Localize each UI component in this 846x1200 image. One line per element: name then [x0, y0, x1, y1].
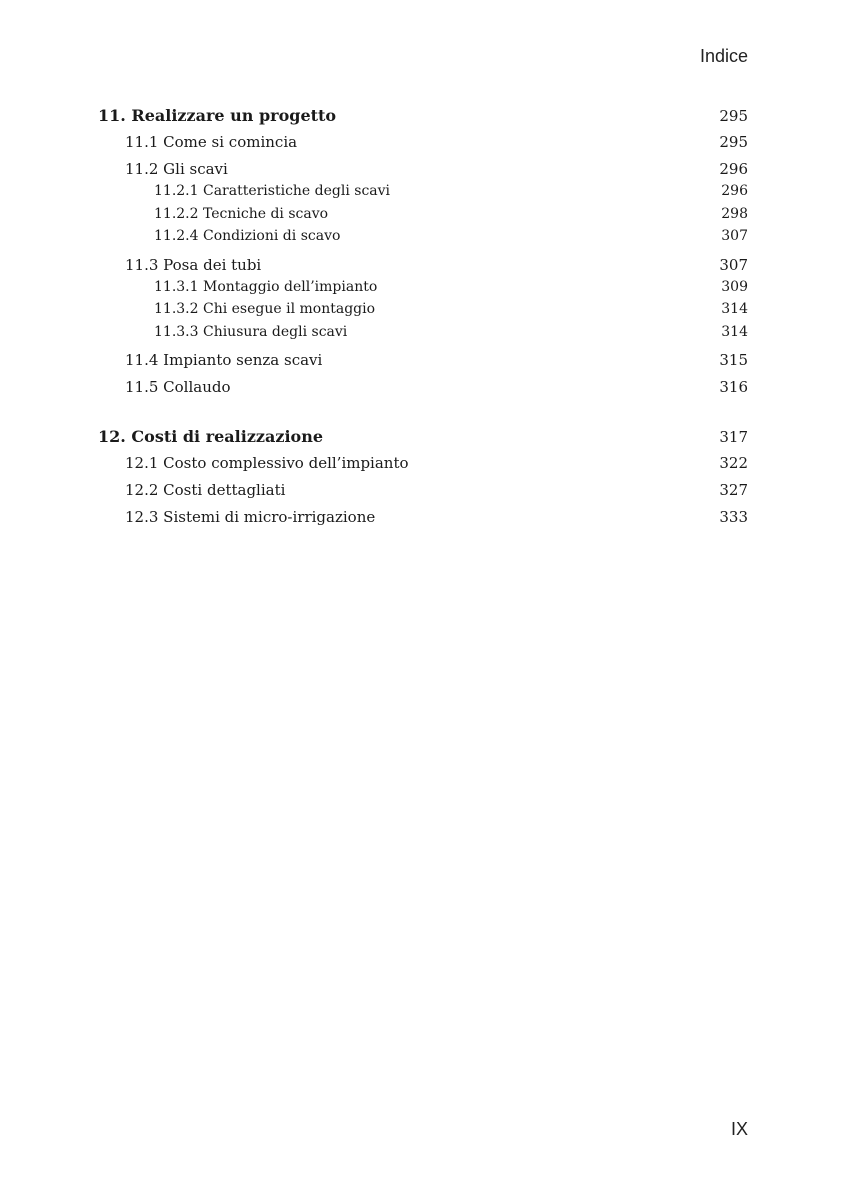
toc-chapter-12: [98, 423, 748, 531]
toc-page-number: 296: [721, 183, 748, 199]
toc-subsection-row[interactable]: [98, 321, 748, 344]
toc-chapter-11: [98, 102, 748, 401]
toc-subsection-row[interactable]: [98, 276, 748, 299]
toc-page-number: 322: [719, 454, 748, 472]
toc-entry-title: 11.3.3 Chiusura degli scavi: [154, 323, 348, 340]
toc-section-row[interactable]: [98, 374, 748, 401]
toc-entry-title: 11.3.2 Chi esegue il montaggio: [154, 301, 376, 317]
page-folio: IX: [730, 1119, 748, 1139]
toc-chapter-title: 11. Realizzare un progetto: [98, 106, 337, 125]
toc-page-number: 316: [719, 378, 748, 396]
toc-entry-title: 12.1 Costo complessivo dell’impianto: [125, 454, 409, 472]
toc-page-number: 314: [721, 301, 748, 317]
toc-page-number: 317: [719, 428, 748, 446]
toc-page-number: 309: [721, 278, 748, 295]
toc-entry-title: 12.3 Sistemi di micro-irrigazione: [125, 508, 376, 526]
toc-section-row[interactable]: [98, 156, 748, 183]
toc-page-number: 333: [719, 508, 748, 526]
toc-entry-title: 12.2 Costi dettagliati: [125, 481, 286, 499]
toc-entry-title: 11.2 Gli scavi: [125, 160, 228, 178]
toc-entry-title: 11.2.4 Condizioni di scavo: [154, 228, 341, 244]
toc-page-number: 298: [721, 205, 748, 222]
toc-section-row[interactable]: [98, 450, 748, 477]
toc-entry-title: 11.1 Come si comincia: [125, 133, 298, 151]
toc-entry-title: 11.2.2 Tecniche di scavo: [154, 205, 329, 222]
toc-page-number: 295: [719, 133, 748, 151]
toc-section-row[interactable]: [98, 347, 748, 374]
toc-section-row[interactable]: [98, 504, 748, 531]
toc-chapter-row[interactable]: [98, 423, 748, 450]
toc-subsection-row[interactable]: [98, 298, 748, 321]
table-of-contents: [98, 102, 748, 553]
toc-section-row[interactable]: [98, 252, 748, 279]
toc-subsection-row[interactable]: [98, 180, 748, 203]
toc-entry-title: 11.2.1 Caratteristiche degli scavi: [154, 183, 391, 199]
toc-section-row[interactable]: [98, 129, 748, 156]
toc-entry-title: 11.3.1 Montaggio dell’impianto: [154, 278, 378, 295]
toc-chapter-row[interactable]: [98, 102, 748, 129]
toc-entry-title: 11.5 Collaudo: [125, 378, 231, 396]
toc-entry-title: 11.3 Posa dei tubi: [125, 255, 262, 274]
toc-chapter-title: 12. Costi di realizzazione: [98, 427, 324, 446]
toc-subsection-row[interactable]: [98, 203, 748, 226]
toc-subsection-row[interactable]: [98, 225, 748, 248]
toc-page-number: 307: [721, 228, 748, 244]
toc-page-number: 295: [719, 107, 748, 125]
toc-page-number: 296: [719, 160, 748, 178]
toc-page-number: 314: [721, 323, 748, 340]
toc-section-row[interactable]: [98, 477, 748, 504]
toc-page-number: 327: [719, 481, 748, 499]
toc-entry-title: 11.4 Impianto senza scavi: [125, 351, 323, 369]
running-header: Indice: [699, 46, 748, 66]
toc-page-number: 315: [719, 351, 748, 369]
toc-page-number: 307: [719, 255, 748, 274]
